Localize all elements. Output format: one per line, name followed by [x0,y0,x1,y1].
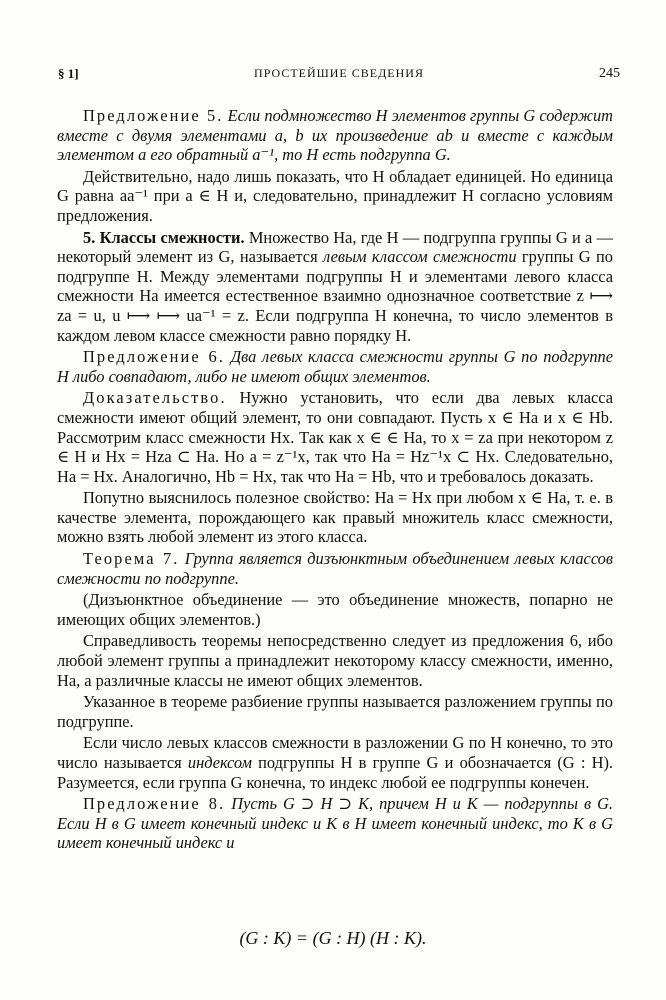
page-body [57,106,613,853]
page-number: 245 [599,66,620,81]
proof-body: Нужно установить, что если два левых класса смежности имеют общий элемент, то они совпадают. Пусть x ∈ Ha и x ∈ Hb. Рассмотрим класс смежности Hx. Так как x ∈ ∈ Ha, то x = za при некотором z ∈ H и Hx = Hza ⊂ Ha. Но a = z⁻¹x, так что Ha = Hz⁻¹x ⊂ Hx. Следовательно, Ha = Hx. Аналогично, Hb = Hx, так что Ha = Hb, что и требовалось доказать. [57,388,613,486]
proof-text: Действительно, надо лишь показать, что H обладает единицей. Но единица G равна aa⁻¹ при a ∈ H и, следовательно, принадлежит H согласно условиям предложения. [57,166,613,225]
index-text-b: подгруппы H в группе G и обозначается (G : H). Разумеется, если группа G конечна, то индекс любой ее подгруппы конечен. [57,753,613,792]
section-5-cosets [57,228,613,346]
index-text-a: Если число левых классов смежности в разложении G по H конечно, то это число называется [57,733,613,772]
theorem-7-justification [57,631,613,690]
proposition-6 [57,347,613,386]
corollary-paragraph [57,488,613,547]
proof-label: Доказательство. [83,388,227,408]
note-text: (Дизъюнктное объединение — это объединение множеств, попарно не имеющих общих элементов.) [57,590,613,629]
running-header [58,66,620,88]
decomposition-text: Указанное в теореме разбиение группы называется разложением группы по подгруппе. [57,692,613,731]
section-5-text-a: Множество Ha, где H — подгруппа группы G и a — некоторый элемент из G, называется [57,227,613,267]
proposition-5-proof [57,167,613,226]
theorem-7 [57,549,613,588]
left-coset-term: левым классом смежности [323,247,517,267]
proposition-5-text: Если подмножество H элементов группы G содержит вместе с двумя элементами a, b их произведение ab и вместе с каждым элементом a его обратный a⁻¹, то H есть подгруппа G. [57,106,614,165]
corollary-text: Попутно выяснилось полезное свойство: Ha = Hx при любом x ∈ Ha, т. е. в качестве элемента, порождающего как правый множитель класс смежности, можно взять любой элемент из этого класса. [57,488,613,547]
proposition-6-text: Два левых класса смежности группы G по подгруппе H либо совпадают, либо не имеют общих элементов. [57,347,614,386]
section-mark: § 1] [58,66,79,81]
theorem-7-text: Группа является дизъюнктным объединением левых классов смежности по подгруппе. [57,549,613,588]
proposition-5 [57,106,613,165]
proposition-6-label: Предложение 6. [83,347,225,367]
section-5-heading: 5. Классы смежности. [83,227,245,247]
theorem-7-label: Теорема 7. [83,549,180,569]
disjoint-union-note [57,590,613,629]
running-title: ПРОСТЕЙШИЕ СВЕДЕНИЯ [254,66,424,80]
justification-text: Справедливость теоремы непосредственно следует из предложения 6, ибо любой элемент группы a принадлежит некоторому классу смежности, именно, Ha, а различные классы не имеют общих элементов. [57,631,613,690]
section-5-text-b: группы G по подгруппе H. Между элементами подгруппы H и элементами левого класса смежности Ha имеется естественное взаимно однозначное соответствие z ⟼ za = u, u ⟼ ⟼ ua⁻¹ = z. Если подгруппа H конечна, то число элементов в каждом левом классе смежности равно порядку H. [57,247,613,345]
proposition-8-text: Пусть G ⊃ H ⊃ K, причем H и K — подгруппы в G. Если H в G имеет конечный индекс и K в H имеет конечный индекс, то K в G имеет конечный индекс и [57,794,613,853]
index-definition [57,733,613,792]
proposition-5-label: Предложение 5. [83,106,224,125]
decomposition-definition [57,692,613,731]
proposition-6-proof [57,388,613,486]
index-formula: (G : K) = (G : H) (H : K). [239,928,427,948]
index-term: индексом [187,753,252,772]
proposition-8 [57,794,613,853]
proposition-8-label: Предложение 8. [83,794,226,814]
